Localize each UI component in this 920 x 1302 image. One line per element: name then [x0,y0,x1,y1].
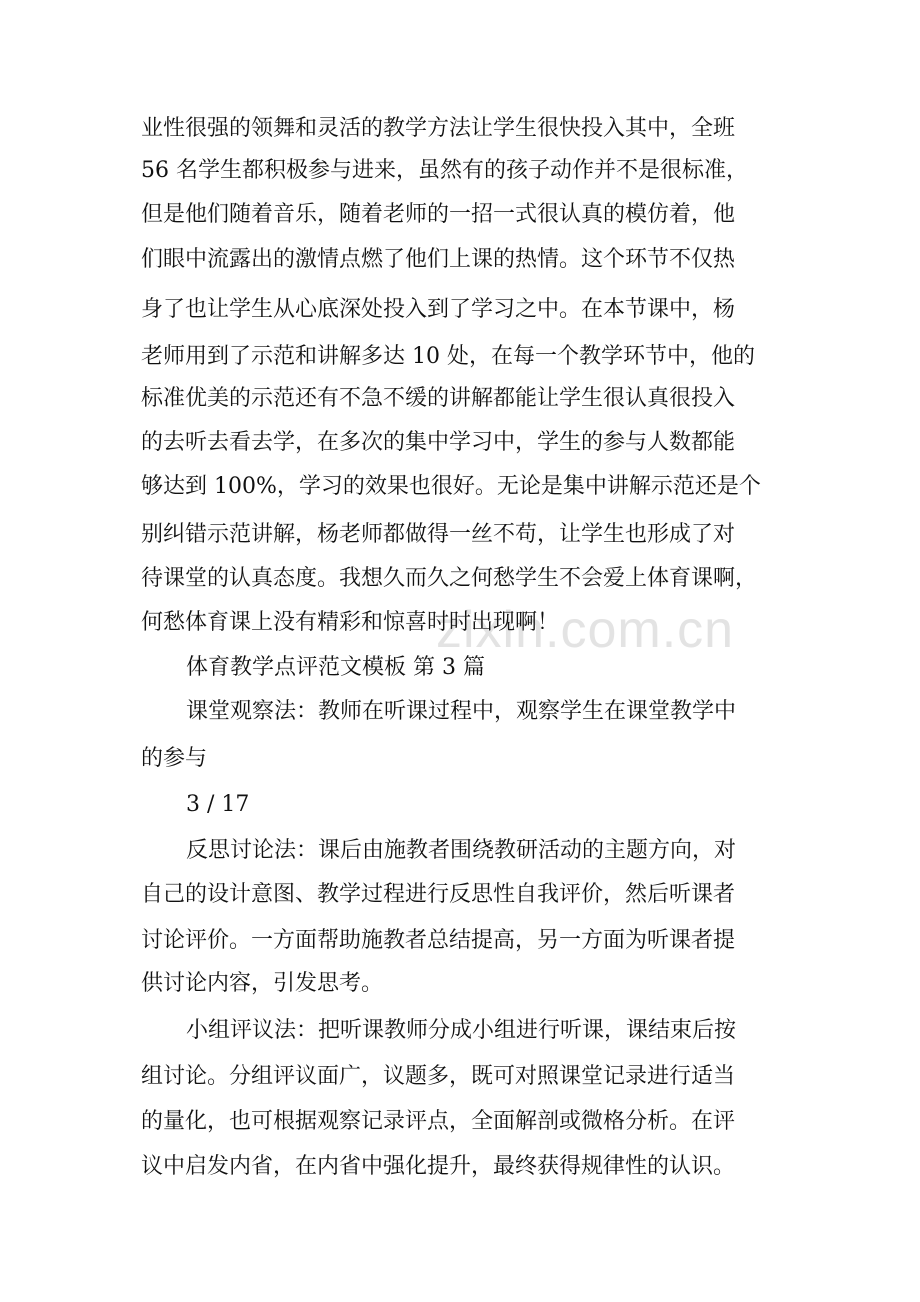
text-line: 课堂观察法：教师在听课过程中，观察学生在课堂教学中 [186,699,737,724]
text-line: 们眼中流露出的激情点燃了他们上课的热情。这个环节不仅热 [141,247,736,272]
text-line: 小组评议法：把听课教师分成小组进行听课，课结束后按 [186,1018,737,1043]
text-line: 身了也让学生从心底深处投入到了学习之中。在本节课中，杨 [141,297,736,322]
text-line: 议中启发内省，在内省中强化提升，最终获得规律性的认识。 [141,1154,736,1179]
text-line: 别纠错示范讲解，杨老师都做得一丝不苟，让学生也形成了对 [141,522,736,547]
text-line: 业性很强的领舞和灵活的教学方法让学生很快投入其中，全班 [141,116,736,141]
section-heading: 体育教学点评范文模板 第 3 篇 [186,655,485,680]
text-line: 但是他们随着音乐，随着老师的一招一式很认真的模仿着，他 [141,202,736,227]
text-line: 反思讨论法：课后由施教者围绕教研活动的主题方向，对 [186,838,737,863]
text-line: 的参与 [141,746,208,771]
text-line: 的去听去看去学，在多次的集中学习中，学生的参与人数都能 [141,430,736,455]
text-line: 自己的设计意图、教学过程进行反思性自我评价，然后听课者 [141,882,736,907]
page-number: 3 / 17 [186,792,250,817]
text-line: 组讨论。分组评议面广，议题多，既可对照课堂记录进行适当 [141,1064,736,1089]
text-line: 标准优美的示范还有不急不缓的讲解都能让学生很认真很投入 [141,386,736,411]
text-line: 56 名学生都积极参与进来，虽然有的孩子动作并不是很标准， [141,158,748,183]
text-line: 够达到 100%，学习的效果也很好。无论是集中讲解示范还是个 [141,474,761,499]
watermark: zixin.com.cn [436,601,735,659]
text-line: 待课堂的认真态度。我想久而久之何愁学生不会爱上体育课啊， [141,566,758,591]
text-line: 何愁体育课上没有精彩和惊喜时时出现啊！ [141,610,560,635]
text-line: 讨论评价。一方面帮助施教者总结提高，另一方面为听课者提 [141,928,736,953]
text-line: 老师用到了示范和讲解多达 10 处，在每一个教学环节中，他的 [141,344,755,369]
text-line: 的量化，也可根据观察记录评点，全面解剖或微格分析。在评 [141,1109,736,1134]
text-line: 供讨论内容，引发思考。 [141,971,384,996]
